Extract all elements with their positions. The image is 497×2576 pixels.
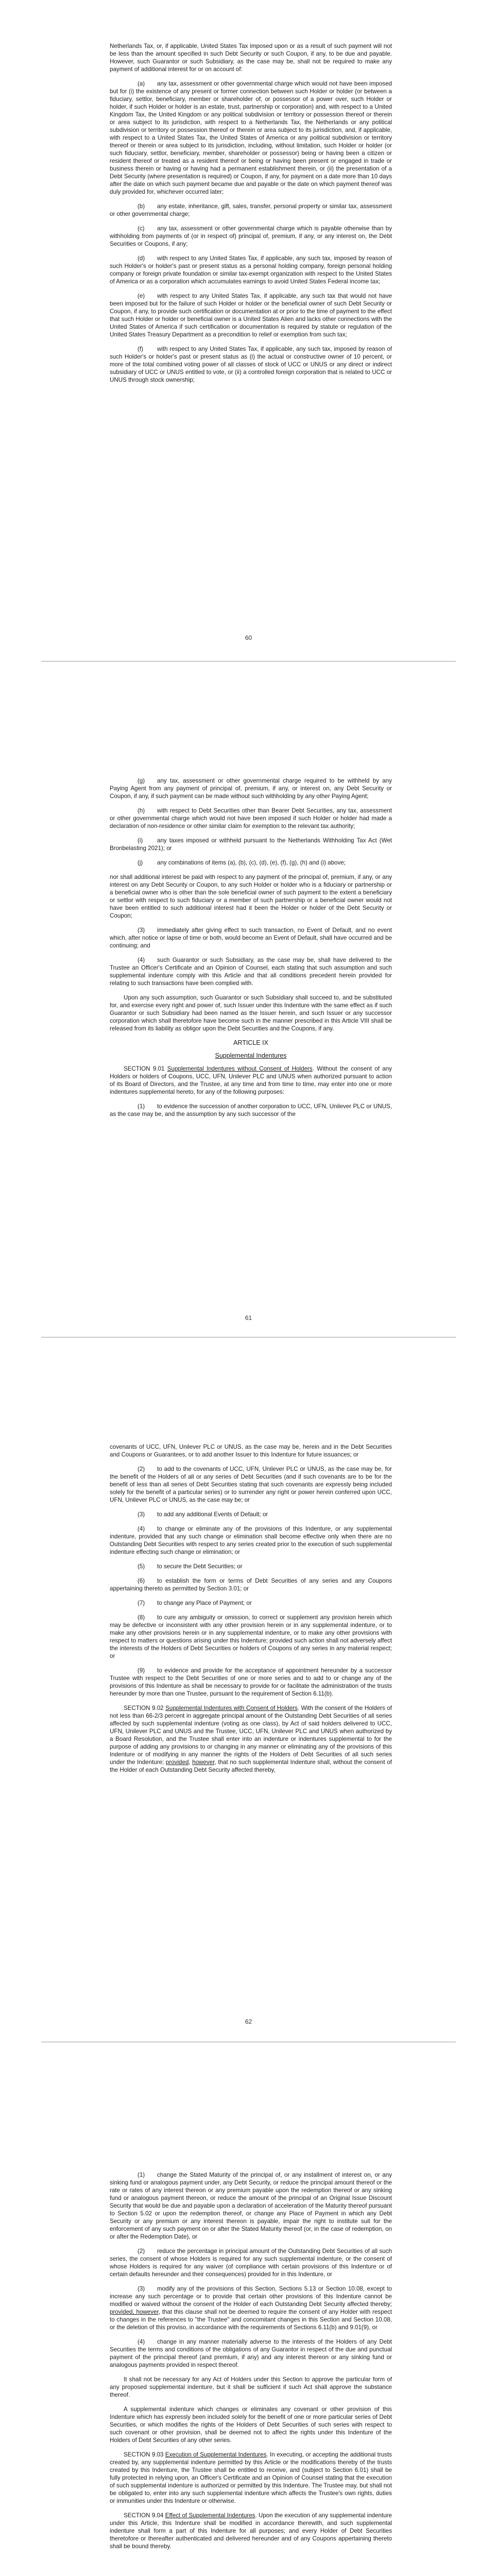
clause-9-01-2: (2) to add to the covenants of UCC, UFN, Unilever PLC or UNUS, as the case may be, for the benefit of the Holders of all or any series of Debt Securities (and if such covenants are to be for the benefit of less than all series of Debt Securities stating that such covenants are expressly being included solely for the benefit of a particular series) or to surrender any right or power herein conferred upon UCC, UFN, Unilever PLC or UNUS, as the case may be; or bbox=[110, 1466, 392, 1503]
clause-c: (c) any tax, assessment or other governmental charge which is payable otherwise than by withholding from payments of (or in respect of) principal of, premium, if any, or any interest on, the Debt Securities or Coupons, if any; bbox=[110, 225, 392, 247]
clause-i: (i) any taxes imposed or withheld pursuant to the Netherlands Withholding Tax Act (Wet Bronbelasting 2021); or bbox=[110, 837, 392, 852]
upon-assumption-paragraph: Upon any such assumption, such Guarantor or such Subsidiary shall succeed to, and be substituted for, and exercise every right and power of, such Issuer under this Indenture with the same effect as if such Guarantor or such Subsidiary had been named as the Issuer herein, and such Issuer or any successor corporation which shall theretofore have become such in the manner prescribed in this Article VIII shall be released from its liability as obligor upon the Debt Securities and the Coupons, if any. bbox=[110, 994, 392, 1032]
clause-9-01-1: (1) to evidence the succession of another corporation to UCC, UFN, Unilever PLC or UNUS, as the case may be, and the assumption by any such successor of the bbox=[110, 1103, 392, 1117]
clause-9-01-9: (9) to evidence and provide for the acceptance of appointment hereunder by a successor Trustee with respect to the Debt Securities of one or more series and to add to or change any of the provisions of this Indenture as shall be necessary to provide for or facilitate the administration of the trusts hereunder by more than one Trustee, pursuant to the requirement of Section 6.11(b). bbox=[110, 1667, 392, 1697]
clause-e: (e) with respect to any United States Tax, if applicable, any such tax that would not have been imposed but for the failure of such Holder or holder or the beneficial owner of such Debt Security or Coupon, if any, to provide such certification or documentation at or prior to the time of payment to the effect that such Holder or holder or beneficial owner is a United States Alien and lacks other connections with the United States of America if such certification or documentation is required by statute or regulation of the United States Treasury Department as a precondition to relief or exemption from such tax; bbox=[110, 293, 392, 338]
clause-9-02-3: (3) modify any of the provisions of this Section, Sections 5.13 or Section 10.08, except to increase any such percentage or to provide that certain other provisions of this Indenture cannot be modified or waived without the consent of the Holder of each Outstanding Debt Security affected thereby; provided, however, that this clause shall not be deemed to require the consent of any Holder with respect to changes in the references to "the Trustee" and concomitant changes in this Section and Section 10.08, or the deletion of this proviso, in accordance with the requirements of Sections 6.11(b) and 9.01(9), or bbox=[110, 2285, 392, 2331]
clause-f: (f) with respect to any United States Tax, if applicable, any such tax, imposed by reason of such Holder's or holder's past or present status as (i) the actual or constructive owner of 10 percent, or more of the total combined voting power of all classes of stock of UCC or UNUS or any direct or indirect subsidiary of UCC or UNUS entitled to vote, or (ii) a controlled foreign corporation that is related to UCC or UNUS through stock ownership; bbox=[110, 346, 392, 383]
clause-9-02-4: (4) change in any manner materially adverse to the interests of the Holders of any Debt Securities the terms and conditions of the obligations of any Guarantor in respect of the due and punctual payment of the principal thereof (and premium, if any) and any interest thereon or any sinking fund or analogous payments provided in respect thereof. bbox=[110, 2338, 392, 2368]
article-heading: ARTICLE IX bbox=[233, 1039, 268, 1046]
clause-9-02-1: (1) change the Stated Maturity of the principal of, or any installment of interest on, or any sinking fund or analogous payment under, any Debt Security, or reduce the principal amount thereof or the rate or rates of any interest thereon or any premium payable upon the redemption thereof or any sinking fund or analogous payment thereon, or reduce the amount of the principal of an Original Issue Discount Security that would be due and payable upon a declaration of acceleration of the Maturity thereof pursuant to Section 5.02 or upon the redemption thereof, or change any Place of Payment in which any Debt Security or any premium or any interest thereon is payable, impair the right to institute suit for the enforcement of any such payment on or after the Stated Maturity thereof (or, in the case of redemption, on or after the Redemption Date), or bbox=[110, 2172, 392, 2240]
clause-b: (b) any estate, inheritance, gift, sales, transfer, personal property or similar tax, assessment or other governmental charge; bbox=[110, 203, 392, 217]
clause-9-01-3: (3) to add any additional Events of Default; or bbox=[138, 1511, 268, 1518]
act-of-holders-paragraph: It shall not be necessary for any Act of Holders under this Section to approve the particular form of any proposed supplemental indenture, but it shall be sufficient if such Act shall approve the substance thereof. bbox=[110, 2376, 392, 2398]
page-number-61: 61 bbox=[245, 1314, 252, 1321]
section-9-03: SECTION 9.03 Execution of Supplemental Indentures. In executing, or accepting the additional trusts created by, any supplemental indenture permitted by this Article or the modifications thereby of the trusts created by this Indenture, the Trustee shall be entitled to receive, and (subject to Section 6.01) shall be fully protected in relying upon, an Officer's Certificate and an Opinion of Counsel stating that the execution of such supplemental indenture is authorized or permitted by this Indenture. The Trustee may, but shall not be obligated to, enter into any such supplemental indenture which affects the Trustee's own rights, duties or immunities under this Indenture or otherwise. bbox=[110, 2451, 392, 2504]
clause-9-01-5: (5) to secure the Debt Securities; or bbox=[138, 1563, 243, 1570]
clause-9-01-6: (6) to establish the form or terms of Debt Securities of any series and any Coupons appertaining thereto as permitted by Section 3.01; or bbox=[110, 1578, 392, 1592]
section-9-03-title: Execution of Supplemental Indentures bbox=[165, 2451, 267, 2458]
page-61-body bbox=[110, 777, 392, 1125]
page-62-body bbox=[110, 1443, 392, 1781]
article-title: Supplemental Indentures bbox=[215, 1052, 287, 1059]
section-9-02: SECTION 9.02 Supplemental Indentures with Consent of Holders. With the consent of the Holders of not less than 66-2/3 percent in aggregate principal amount of the Outstanding Debt Securities of all series affected by such supplemental indenture (voting as one class), by Act of said holders delivered to UCC, UFN, Unilever PLC and UNUS and the Trustee, UCC, UFN, Unilever PLC and UNUS when authorized by a Board Resolution, and the Trustee shall enter into an indenture or indentures supplemental to for the purpose of adding any provisions to or changing in any manner or eliminating any of the provisions of this Indenture or of modifying in any manner the rights of the Holders of Debt Securities of all such series under the Indenture; provided, however, that no such supplemental Indenture shall, without the consent of the Holder of each Outstanding Debt Security affected thereby, bbox=[110, 1705, 392, 1773]
page-60-body bbox=[110, 42, 392, 391]
clause-9-01-7: (7) to change any Place of Payment; or bbox=[138, 1600, 252, 1606]
section-9-04-title: Effect of Supplemental Indentures bbox=[165, 2512, 255, 2519]
page-number-62: 62 bbox=[245, 2018, 252, 2025]
clause-j: (j) any combinations of items (a), (b), (c), (d), (e), (f), (g), (h) and (i) above; bbox=[138, 859, 346, 866]
clause-g: (g) any tax, assessment or other governmental charge required to be withheld by any Paying Agent from any payment of principal of, premium, if any, or interest on, any Debt Security or Coupon, if any, if such payment can be made without such withholding by any other Paying Agent; bbox=[110, 777, 392, 800]
covenants-continuation: covenants of UCC, UFN, Unilever PLC or UNUS, as the case may be, herein and in the Debt Securities and Coupons or Guarantees, or to add another Issuer to this Indenture for future issuances; or bbox=[110, 1444, 392, 1458]
clause-9-01-4: (4) to change or eliminate any of the provisions of this Indenture, or any supplemental indenture, provided that any such change or elimination shall become effective only when there are no Outstanding Debt Securities with respect to any series created prior to the execution of such supplemental indenture effecting such change or elimination; or bbox=[110, 1526, 392, 1555]
supplemental-indenture-paragraph: A supplemental indenture which changes or eliminates any covenant or other provision of this Indenture which has expressly been included solely for the benefit of one or more particular series of Debt Securities, or which modifies the rights of the Holders of Debt Securities of such series with respect to such covenant or other provision, shall be deemed not to affect the rights under this Indenture of the Holders of Debt Securities of any other series. bbox=[110, 2406, 392, 2444]
section-9-02-title: Supplemental Indentures with Consent of Holders bbox=[165, 1705, 298, 1711]
section-9-01-title: Supplemental Indentures without Consent of Holders bbox=[167, 1065, 313, 1072]
clause-9-01-8: (8) to cure any ambiguity or omission, to correct or supplement any provision herein which may be defective or inconsistent with any other provision herein or in any supplemental indenture, or to make any other provisions herein or in any supplemental indenture, or to make any other provisions with respect to matters or questions arising under this Indenture; provided such action shall not adversely affect the interests of the Holders of Debt Securities or holders of Coupons of any series in any material respect; or bbox=[110, 1614, 392, 1659]
clause-9-02-2: (2) reduce the percentage in principal amount of the Outstanding Debt Securities of all such series, the consent of whose Holders is required for any such supplemental indenture, or the consent of whose Holders is required for any waiver (of compliance with certain provisions of this Indenture or of certain defaults hereunder and their consequences) provided for in this Indenture, or bbox=[110, 2248, 392, 2278]
page-divider bbox=[41, 661, 456, 662]
nor-paragraph: nor shall additional interest be paid with respect to any payment of the principal of, premium, if any, or any interest on any Debt Security or Coupon, to any such Holder or holder who is a fiduciary or partnership or a beneficial owner who is other than the sole beneficial owner of such payment to the extent a beneficiary or settlor with respect to such fiduciary or a member of such partnership or a beneficial owner would not have been entitled to such additional interest had it been the Holder or holder of the Debt Security or Coupon; bbox=[110, 874, 392, 919]
section-9-01: SECTION 9.01 Supplemental Indentures without Consent of Holders. Without the consent of any Holders or holders of Coupons, UCC, UFN, Unilever PLC and UNUS when authorized pursuant to action of its Board of Directors, and the Trustee, at any time and from time to time, may enter into one or more indentures supplemental hereto, for any of the following purposes: bbox=[110, 1065, 392, 1095]
page-number-60: 60 bbox=[245, 634, 252, 641]
clause-h: (h) with respect to Debt Securities other than Bearer Debt Securities, any tax, assessment or other governmental charge which would not have been imposed if such Holder or holder had made a declaration of non-residence or other similar claim for exemption to the relevant tax authority; bbox=[110, 807, 392, 829]
page-63-body bbox=[110, 2171, 392, 2557]
condition-4: (4) such Guarantor or such Subsidiary, as the case may be, shall have delivered to the Trustee an Officer's Certificate and an Opinion of Counsel, each stating that such assumption and such supplemental indenture comply with this Article and that all conditions precedent herein provided for relating to such transactions have been complied with. bbox=[110, 957, 392, 987]
condition-3: (3) immediately after giving effect to such transaction, no Event of Default, and no event which, after notice or lapse of time or both, would become an Event of Default, shall have occurred and be continuing; and bbox=[110, 927, 392, 949]
tax-continuation: Netherlands Tax, or, if applicable, United States Tax imposed upon or as a result of such payment will not be less than the amount specified in such Debt Security or such Coupon, if any, to be due and payable. However, such Guarantor or such Subsidiary, as the case may be, shall not be required to make any payment of additional interest for or on account of: bbox=[110, 43, 392, 73]
section-9-04: SECTION 9.04 Effect of Supplemental Indentures. Upon the execution of any supplemental indenture under this Article, this Indenture shall be modified in accordance therewith, and such supplemental indenture shall form a part of this Indenture for all purposes; and every Holder of Debt Securities theretofore or thereafter authenticated and delivered hereunder and of any Coupons appertaining thereto shall be bound thereby. bbox=[110, 2512, 392, 2550]
clause-d: (d) with respect to any United States Tax, if applicable, any such tax, imposed by reason of such Holder's or holder's past or present status as a personal holding company, foreign personal holding company or foreign private foundation or similar tax-exempt organization with respect to the United States of America or as a corporation which accumulates earnings to avoid United States Federal income tax; bbox=[110, 255, 392, 285]
clause-a: (a) any tax, assessment or other governmental charge which would not have been imposed but for (i) the existence of any present or former connection between such Holder or holder (or between a fiduciary, settlor, beneficiary, member or shareholder of, or possessor of a power over, such Holder or holder, if such Holder or holder is an estate, trust, partnership or corporation) and, with respect to a United Kingdom Tax, the United Kingdom or any political subdivision or territory or possession thereof or therein or area subject to its jurisdiction, with respect to a Netherlands Tax, the Netherlands or any political subdivision or territory or possession thereof or therein or area subject to its jurisdiction, and, if applicable, with respect to a United States Tax, the United States of America or any political subdivision or territory thereof or therein or area subject to its jurisdiction, including, without limitation, such Holder or holder (or such fiduciary, settlor, beneficiary, member, shareholder or possessor) being or having been a citizen or resident thereof or treated as a resident thereof or being or having been present or engaged in trade or business therein or having or having had a permanent establishment therein, or (ii) the presentation of a Debt Security (where presentation is required) or Coupon, if any, for payment on a date more than 10 days after the date on which such payment became due and payable or the date on which payment thereof was duly provided for, whichever occurred later; bbox=[110, 80, 392, 195]
